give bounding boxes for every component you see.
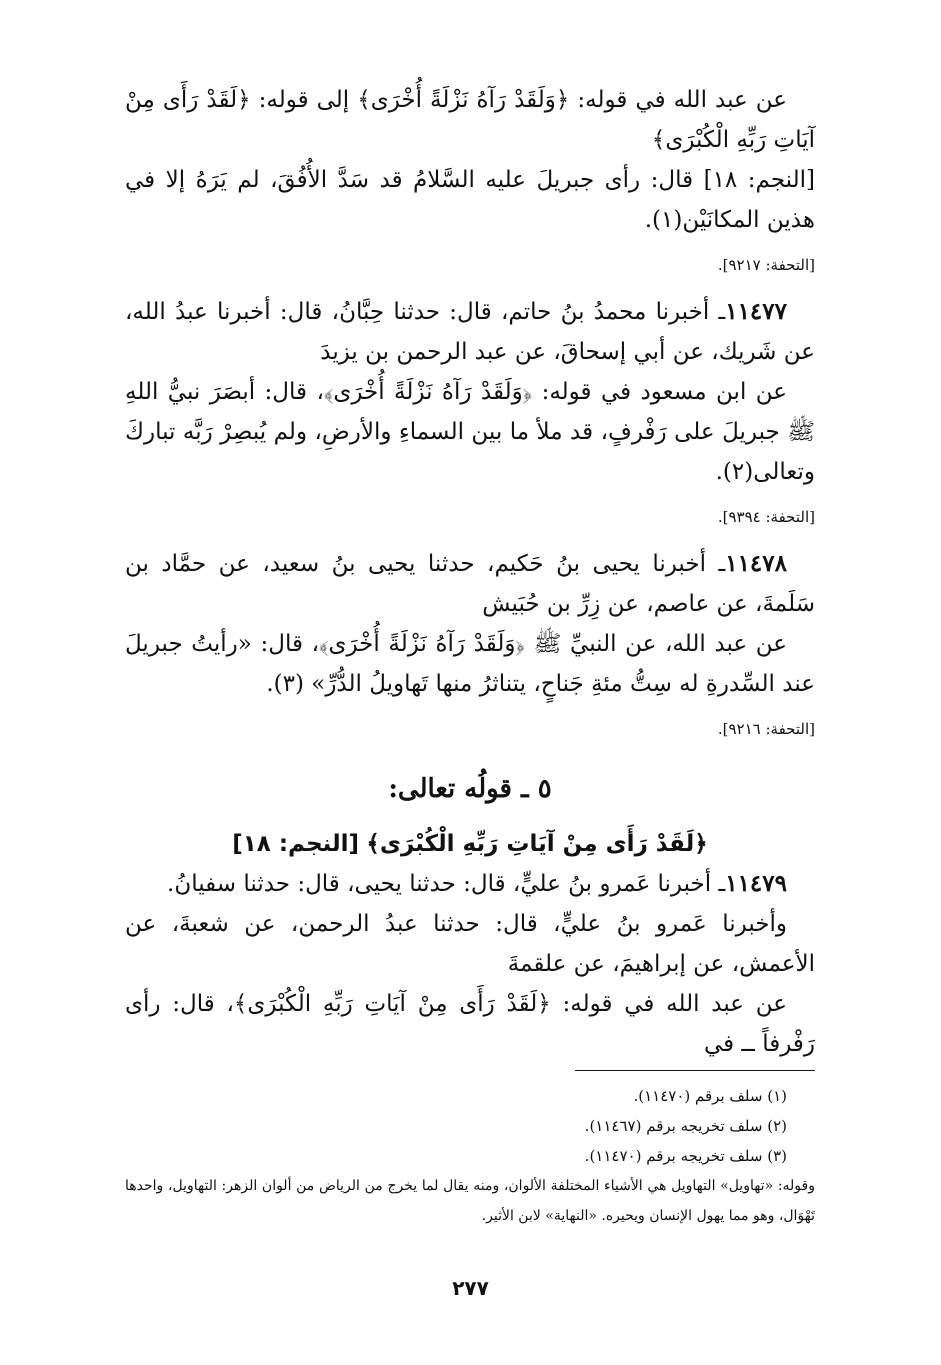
hadith-number: ١١٤٧٩ <box>725 870 787 897</box>
hadith-11479-isnad-1 <box>125 864 815 904</box>
footnote-3: (٣) سلف تخريجه برقم (١١٤٧٠). <box>584 1147 787 1165</box>
entry-1-ref: [التحفة: ٩٢١٧]. <box>717 256 815 274</box>
section-ayah-ref: [النجم: ١٨] <box>232 831 360 857</box>
hadith-11479-isnad-2: وأخبرنا عَمرو بنُ عليٍّ، قال: حدثنا عبدُ الرحمن، عن شعبةَ، عن الأعمش، عن إبراهيمَ، عن علقمةَ <box>125 911 815 977</box>
footnote-divider <box>575 1070 815 1071</box>
entry-1-line-1: عن عبد الله في قوله: ﴿وَلَقَدْ رَآهُ نَزْلَةً أُخْرَى﴾ إلى قوله: ﴿لَقَدْ رَأَى مِنْ آيَاتِ رَبِّهِ الْكُبْرَى﴾ <box>125 87 815 153</box>
hadith-11479-matn: عن عبد الله في قوله: ﴿لَقَدْ رَأَى مِنْ آيَاتِ رَبِّهِ الْكُبْرَى﴾، قال: رأى رَفْرفاً ــ في <box>125 991 815 1057</box>
hadith-isnad-text: ـ أخبرنا عَمرو بنُ عليٍّ، قال: حدثنا يحيى، قال: حدثنا سفيانُ. <box>167 871 726 897</box>
hadith-number: ١١٤٧٧ <box>725 298 787 325</box>
section-heading: ٥ ـ قولُه تعالى: <box>388 774 552 804</box>
hadith-11478-matn: عن عبد الله، عن النبيِّ ﷺ ﴿وَلَقَدْ رَآهُ نَزْلَةً أُخْرَى﴾، قال: «رأيتُ جبريلَ عند السِّدرةِ له سِتُّ مئةِ جَناحٍ، يتناثرُ منها تَهاويلُ الدُّرِّ» (٣). <box>125 631 815 697</box>
page-number: ٢٧٧ <box>452 1276 489 1300</box>
hadith-11478-ref: [التحفة: ٩٢١٦]. <box>717 720 815 738</box>
footnote-1: (١) سلف برقم (١١٤٧٠). <box>633 1087 787 1105</box>
hadith-11477-ref: [التحفة: ٩٣٩٤]. <box>717 508 815 526</box>
hadith-11477-isnad <box>125 292 815 372</box>
hadith-isnad-text: ـ أخبرنا محمدُ بنُ حاتم، قال: حدثنا حِبَّانُ، قال: أخبرنا عبدُ الله، عن شَريك، عن أبي إسحاقَ، عن عبد الرحمن بن يزيدَ <box>125 299 815 365</box>
hadith-11478-isnad <box>125 544 815 624</box>
hadith-number: ١١٤٧٨ <box>725 550 787 577</box>
section-ayah: ﴿لَقَدْ رَأَى مِنْ آيَاتِ رَبِّهِ الْكُبْرَى﴾ <box>366 831 708 857</box>
hadith-11477-matn: عن ابن مسعود في قوله: ﴿وَلَقَدْ رَآهُ نَزْلَةً أُخْرَى﴾، قال: أبصَرَ نبيُّ اللهِ ﷺ جبريلَ على رَفْرفٍ، قد ملأ ما بين السماءِ والأرضِ، ولم يُبصِرْ رَبَّه تباركَ وتعالى(٢). <box>125 379 815 485</box>
hadith-isnad-text: ـ أخبرنا يحيى بنُ حَكيم، حدثنا يحيى بنُ سعيد، عن حمَّاد بن سَلَمةَ، عن عاصم، عن زِرِّ بن حُبَيش <box>125 551 815 617</box>
page-body <box>125 80 815 1231</box>
entry-1-line-2: [النجم: ١٨] قال: رأى جبريلَ عليه السَّلامُ قد سَدَّ الأُفُقَ، لم يَرَهُ إلا في هذين المكانَيْن(١). <box>125 167 815 233</box>
footnote-2: (٢) سلف تخريجه برقم (١١٤٦٧). <box>584 1117 787 1135</box>
footnote-note: وقوله: «تهاويل» التهاويل هي الأشياء المختلفة الألوان، ومنه يقال لما يخرج من الرياض من ألوان الزهر: التهاويل، واحدها تَهْوَال، وهو مما يهول الإنسان ويحيره. «النهاية» لابن الأثير. <box>125 1178 815 1224</box>
section-ayah-line <box>125 824 815 864</box>
